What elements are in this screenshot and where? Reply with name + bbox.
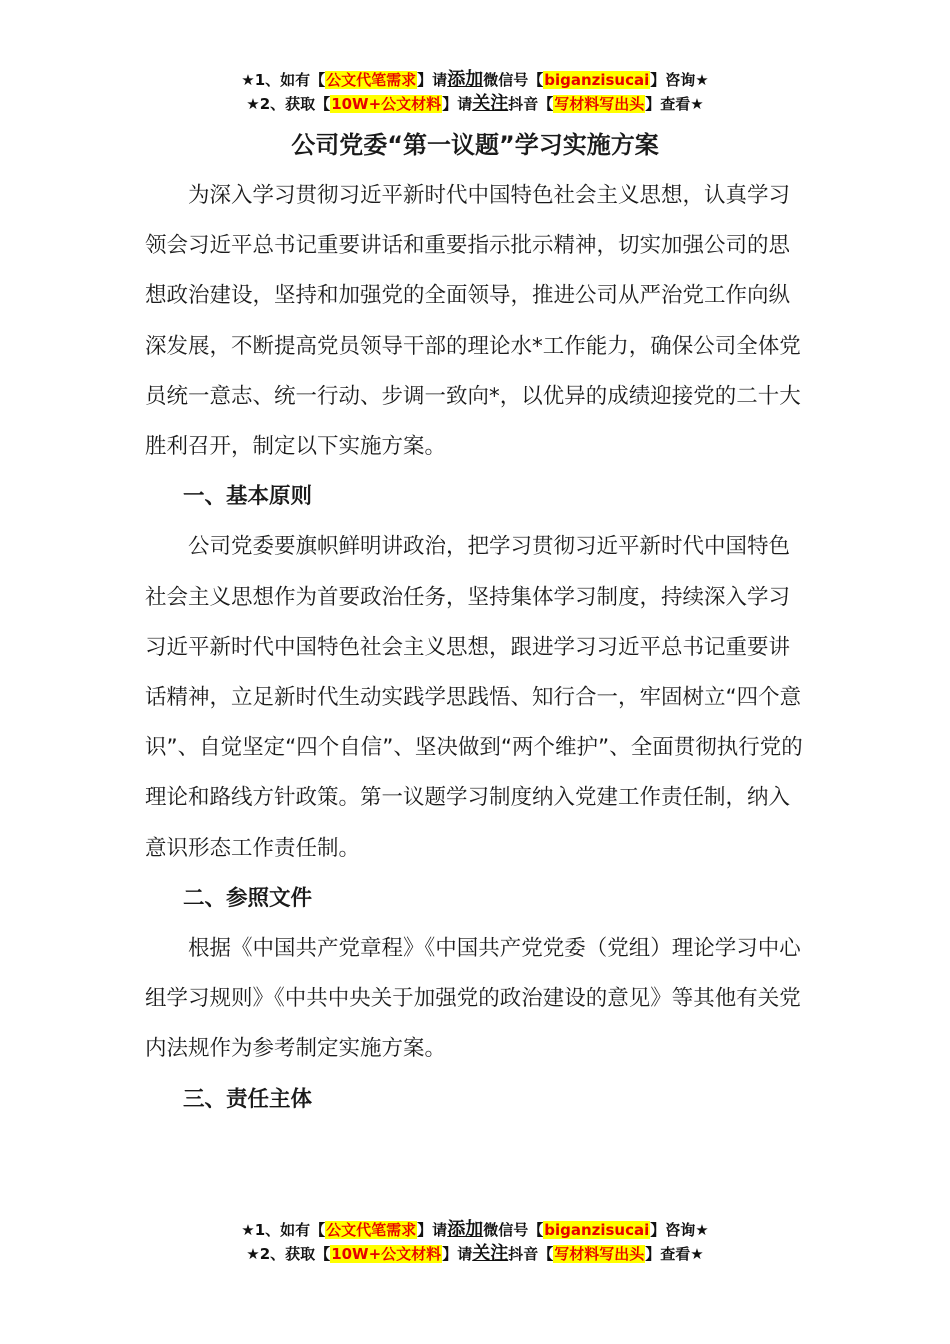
banner-line-2 xyxy=(0,1242,950,1266)
banner-highlight: 公文代笔需求 xyxy=(326,71,417,89)
banner-text: ★1、如有【 xyxy=(241,71,326,89)
banner-text: 】请 xyxy=(442,1245,473,1263)
section-paragraph-2: 根据《中国共产党章程》《中国共产党党委（党组）理论学习中心组学习规则》《中共中央关于加强党的政治建设的意见》等其他有关党内法规作为参考制定实施方案。 xyxy=(145,936,801,1062)
section-heading-2: 二、参照文件 xyxy=(183,885,313,911)
banner-emphasis: 添加 xyxy=(447,1219,484,1240)
document-body xyxy=(145,171,807,1125)
section-heading-1: 一、基本原则 xyxy=(183,484,313,510)
header-banner xyxy=(0,68,950,116)
banner-text: 抖音【 xyxy=(508,95,554,113)
banner-line-1 xyxy=(0,1218,950,1242)
banner-text: 】请 xyxy=(417,1221,448,1239)
banner-text: 】查看★ xyxy=(645,1245,704,1263)
banner-emphasis: 关注 xyxy=(472,93,509,114)
banner-text: 微信号【 xyxy=(483,71,544,89)
document-title: 公司党委“第一议题”学习实施方案 xyxy=(291,131,659,159)
section-heading-3: 三、责任主体 xyxy=(183,1086,313,1112)
intro-paragraph: 为深入学习贯彻习近平新时代中国特色社会主义思想，认真学习领会习近平总书记重要讲话和重要指示批示精神，切实加强公司的思想政治建设，坚持和加强党的全面领导，推进公司从严治党工作向纵深发展，不断提高党员领导干部的理论水*工作能力，确保公司全体党员统一意志、统一行动、步调一致向*，以优异的成绩迎接党的二十大胜利召开，制定以下实施方案。 xyxy=(145,183,801,460)
banner-wechat-id: biganzisucai xyxy=(544,71,650,89)
banner-highlight: 公文代笔需求 xyxy=(326,1221,417,1239)
footer-banner xyxy=(0,1218,950,1266)
banner-text: 】请 xyxy=(442,95,473,113)
banner-text: 】请 xyxy=(417,71,448,89)
banner-text: 抖音【 xyxy=(508,1245,554,1263)
banner-highlight: 10W+公文材料 xyxy=(331,95,442,113)
section-paragraph-1: 公司党委要旗帜鲜明讲政治，把学习贯彻习近平新时代中国特色社会主义思想作为首要政治任务，坚持集体学习制度，持续深入学习习近平新时代中国特色社会主义思想，跟进学习习近平总书记重要讲话精神，立足新时代生动实践学思践悟、知行合一，牢固树立“四个意识”、自觉坚定“四个自信”、坚决做到“两个维护”、全面贯彻执行党的理论和路线方针政策。第一议题学习制度纳入党建工作责任制，纳入意识形态工作责任制。 xyxy=(145,534,803,861)
banner-douyin-name: 写材料写出头 xyxy=(554,1245,645,1263)
banner-text: 】咨询★ xyxy=(650,71,709,89)
banner-text: 】查看★ xyxy=(645,95,704,113)
banner-text: 微信号【 xyxy=(483,1221,544,1239)
banner-emphasis: 添加 xyxy=(447,69,484,90)
banner-wechat-id: biganzisucai xyxy=(544,1221,650,1239)
banner-text: ★1、如有【 xyxy=(241,1221,326,1239)
banner-line-2 xyxy=(0,92,950,116)
banner-text: ★2、获取【 xyxy=(246,1245,331,1263)
banner-douyin-name: 写材料写出头 xyxy=(554,95,645,113)
banner-text: ★2、获取【 xyxy=(246,95,331,113)
banner-text: 】咨询★ xyxy=(650,1221,709,1239)
banner-emphasis: 关注 xyxy=(472,1243,509,1264)
banner-line-1 xyxy=(0,68,950,92)
banner-highlight: 10W+公文材料 xyxy=(331,1245,442,1263)
